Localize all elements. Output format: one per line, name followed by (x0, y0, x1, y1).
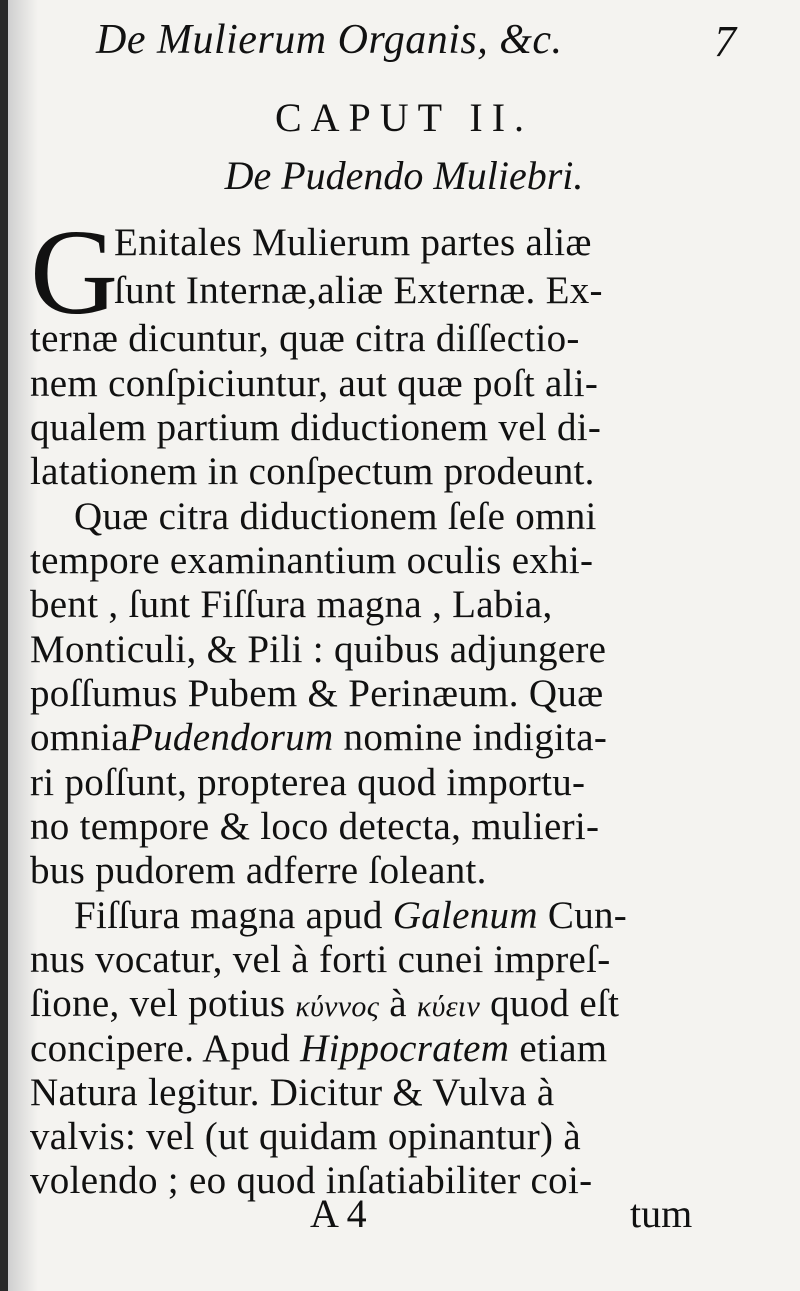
text-segment: à (389, 982, 407, 1025)
italic-term: Pudendorum (128, 716, 334, 759)
text-segment: concipere. Apud (30, 1027, 291, 1070)
text-line (30, 1026, 607, 1072)
text-line (74, 893, 627, 939)
text-line: volendo ; eo quod inſatiabiliter coi- (30, 1159, 593, 1202)
text-line: Monticuli, & Pili : quibus adjungere (30, 628, 607, 671)
greek-word: κύειν (416, 990, 481, 1023)
text-line: tempore examinantium oculis exhi- (30, 539, 594, 582)
signature-mark: A 4 (310, 1191, 367, 1236)
text-line: bent , ſunt Fiſſura magna , Labia, (30, 583, 553, 626)
text-line: valvis: vel (ut quidam opinantur) à (30, 1115, 581, 1158)
text-line: nus vocatur, vel à forti cunei impreſ- (30, 938, 611, 981)
text-line: qualem partium diductionem vel di- (30, 406, 602, 449)
text-line: ternæ dicuntur, quæ citra diſſectio- (30, 317, 580, 360)
text-line (30, 981, 619, 1030)
text-line: Natura legitur. Dicitur & Vulva à (30, 1071, 555, 1114)
book-page (8, 0, 800, 1291)
text-line: Enitales Mulierum partes aliæ (114, 221, 592, 264)
text-line: ri poſſunt, propterea quod importu- (30, 761, 586, 804)
text-line: ſunt Internæ,aliæ Externæ. Ex- (114, 269, 603, 312)
text-line: poſſumus Pubem & Perinæum. Quæ (30, 672, 604, 715)
text-line: bus pudorem adferre ſoleant. (30, 849, 487, 892)
text-segment: etiam (519, 1027, 608, 1070)
text-line: no tempore & loco detecta, mulieri- (30, 805, 600, 848)
greek-word: κύννος (295, 990, 380, 1023)
text-segment: quod eſt (490, 982, 620, 1025)
catchword: tum (630, 1191, 693, 1236)
text-line: Quæ citra diductionem ſeſe omni (74, 495, 597, 538)
running-title: De Mulierum Organis, &c. (96, 17, 563, 63)
text-line: nem conſpiciuntur, aut quæ poſt ali- (30, 362, 599, 405)
text-segment: Fiſſura magna apud (74, 894, 383, 937)
italic-term: Galenum (392, 894, 538, 937)
text-line (30, 715, 607, 761)
drop-cap: G (30, 205, 119, 340)
text-segment: omnia (30, 716, 129, 759)
italic-term: Hippocratem (300, 1027, 510, 1070)
text-segment: Cun- (547, 894, 628, 937)
page-number: 7 (714, 17, 736, 66)
text-line: latationem in conſpectum prodeunt. (30, 450, 595, 493)
page-header (96, 14, 736, 74)
text-segment: nomine indigita- (343, 716, 608, 759)
text-segment: ſione, vel potius (30, 982, 286, 1025)
chapter-heading: CAPUT II. (274, 95, 534, 140)
chapter-subheading: De Pudendo Muliebri. (224, 153, 584, 198)
